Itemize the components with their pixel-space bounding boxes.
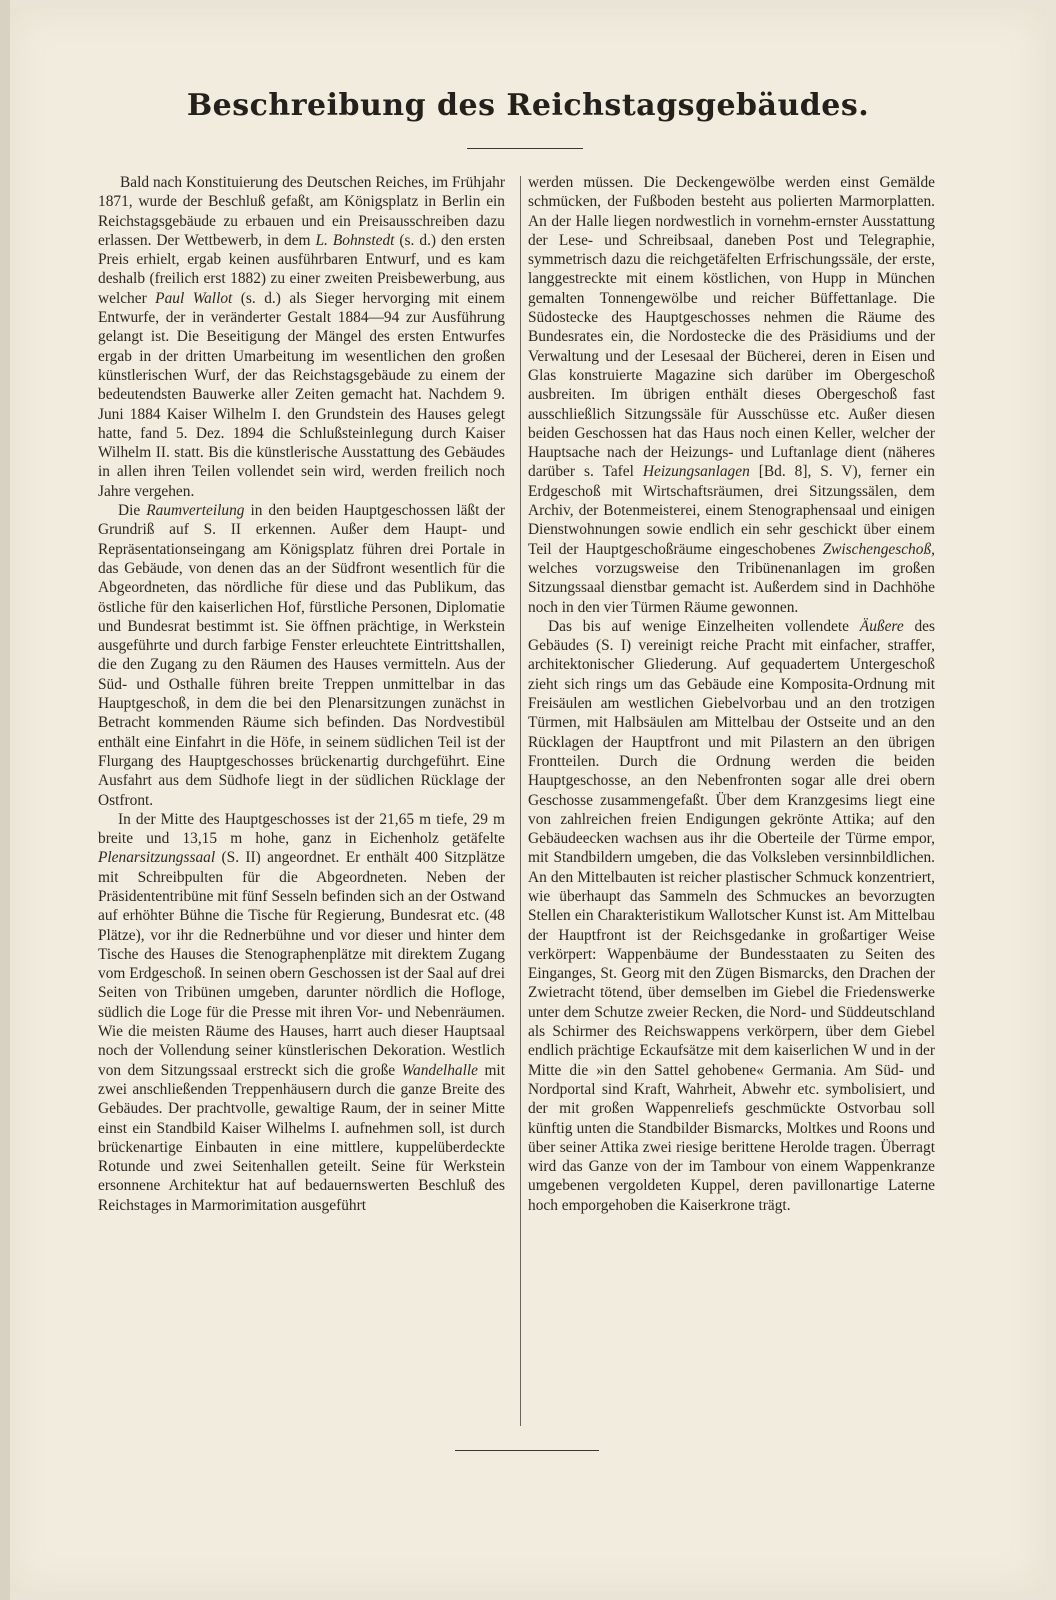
text-run: werden müssen. Die Deckengewölbe werden einst Gemälde schmücken, der Fußboden besteht aus polierten Marmorplatten. An der Halle liegen nordwestlich in vornehm-ernster Ausstattung der Lese- und Schreibsaal, daneben Post und Telegraphie, symmetrisch dazu die reichgetäfelten Erfrischungssäle, der erste, langgestreckte mit einem köstlichen, von Hupp in München gemalten Tonnengewölbe und reicher Büffettanlage. Die Südostecke des Hauptgeschosses nehmen die Räume des Bundesrates ein, die Nordostecke die des Präsidiums und der Verwaltung und der Lesesaal der Bücherei, deren in Eisen und Glas konstruierte Magazine sich darüber im Obergeschoß ausbreiten. Im übrigen enthält dieses Obergeschoß fast ausschließlich Sitzungssäle für Ausschüsse etc. Außer diesen beiden Geschossen hat das Haus noch einen Keller, welcher der Hauptsache nach der Heizungs- und Luftanlage dient (näheres darüber s. Tafel [528,174,935,481]
term-raumverteilung: Raumverteilung [146,502,245,520]
paragraph-exterior [528,617,935,1215]
column-divider [520,176,521,1426]
paragraph-room-layout [98,501,505,810]
term-zwischengeschoss: Zwischengeschoß, [822,540,935,558]
text-run: in den beiden Hauptgeschossen läßt der Grundriß auf S. II erkennen. Außer dem Haupt- und Repräsentationseingang am Königsplatz führen drei Portale in das Gebäude, von denen das an der Südfront wesentlich für die Abgeordneten, das nördliche für diese und das Publikum, das östliche für den kaiserlichen Hof, fürstliche Personen, Diplomatie und Bundesrat bestimmt ist. Sie öffnen prächtige, in Werkstein ausgeführte und durch farbige Fenster erleuchtete Eintrittshallen, die den Zugang zu den Räumen des Hauses vermitteln. Aus der Süd- und Osthalle führen breite Treppen unmittelbar in das Hauptgeschoß, in dem die bei den Plenarsitzungen zunächst in Betracht kommenden Räume sich befinden. Das Nordvestibül enthält eine Einfahrt in die Höfe, in seinem südlichen Teil ist der Flurgang des Hauptgeschosses brückenartig durchgeführt. Eine Ausfahrt aus dem Südhofe liegt in der südlichen Rücklage der Ostfront. [98,502,506,809]
text-run: welches vorzugsweise den Tribünenanlagen im großen Sitzungssaal dienstbar gemacht ist. Außerdem sind in Dachhöhe noch in den vier Türmen Räume gewonnen. [528,559,935,616]
text-run: (s. d.) als Sieger hervorging mit einem Entwurfe, der in veränderter Gestalt 1884—94 zur Ausführung gelangt ist. Die Beseitigung der Mängel des ersten Entwurfes ergab in der dritten Umarbeitung im wesentlichen den großen künstlerischen Wurf, der das Reichstagsgebäude zu einem der bedeutendsten Bauwerke aller Zeiten gemacht hat. Nachdem 9. Juni 1884 Kaiser Wilhelm I. den Grundstein des Hauses gelegt hatte, fand 5. Dez. 1894 die Schlußsteinlegung durch Kaiser Wilhelm II. statt. Bis die künstlerische Ausstattung des Gebäudes in allen ihren Teilen vollendet sein wird, werden freilich noch Jahre vergehen. [98,289,505,500]
text-run: In der Mitte des Hauptgeschosses ist der 21,65 m tiefe, 29 m breite und 13,15 m hohe, ganz in Eichenholz getäfelte [98,810,505,848]
person-wallot: Paul Wallot [155,289,233,307]
document-page [10,8,1046,1592]
term-plenarsitzungssaal: Plenarsitzungssaal [98,849,216,867]
person-bohnstedt: L. Bohnstedt [315,231,395,249]
text-run: (s. d.) den ersten Preis erhielt, ergab keinen ausführbaren Entwurf, und es kam deshalb (freilich erst 1882) zu einer zweiten Preisbewerbung, aus welcher [98,231,506,307]
text-run: [Bd. 8], S. V), ferner ein Erdgeschoß mit Wirtschaftsräumen, drei Sitzungssälen, dem Archiv, der Botenmeisterei, einem Stenographensaal und einigen Dienstwohnungen sowie endlich ein sehr geschickt über einem Teil der Hauptgeschoßräume eingeschobenes [528,463,935,558]
end-rule [455,1450,599,1451]
text-run: (S. II) angeordnet. Er enthält 400 Sitzplätze mit Schreibpulten für die Abgeordneten. Neben der Präsidententribüne mit fünf Sesseln befinden sich an der Ostwand auf erhöhter Bühne die Tische für Regierung, Bundesrat etc. (48 Plätze), vor ihr die Rednerbühne und vor dieser und hinter dem Tische des Hauses die Stenographenplätze mit direktem Zugang vom Erdgeschoß. In seinen obern Geschossen ist der Saal auf drei Seiten von Tribünen umgeben, darunter nördlich die Hofloge, südlich die Loge für die Presse mit ihren Vor- und Nebenräumen. Wie die meisten Räume des Hauses, harrt auch dieser Hauptsaal noch der Vollendung seiner künstlerischen Dekoration. Westlich von dem Sitzungssaal erstreckt sich die große [98,849,505,1079]
title-rule [467,148,583,149]
text-run: Bald nach Konstituierung des Deutschen Reiches, im Frühjahr 1871, wurde der Beschluß gefaßt, am Königsplatz in Berlin ein Reichstagsgebäude zu erbauen und ein Preisausschreiben dazu erlassen. Der Wettbewerb, in dem [98,174,505,249]
text-run: Die [118,502,147,520]
paragraph-plenary-hall [98,810,505,1215]
term-aeussere: Äußere [859,617,904,635]
right-column [528,173,935,1215]
text-run: Das bis auf wenige Einzelheiten vollendete [548,617,860,635]
text-run: mit zwei anschließenden Treppenhäusern durch die ganze Breite des Gebäudes. Der prachtvolle, gewaltige Raum, der in seiner Mitte einst ein Standbild Kaiser Wilhelms I. aufnehmen soll, ist durch brückenartige Einbauten in eine mittlere, kuppelüberdeckte Rotunde und zwei Seitenhallen geteilt. Seine für Werkstein ersonnene Architektur hat auf bedauernswerten Beschluß des Reichstages in Marmorimitation ausgeführt [98,1061,505,1214]
left-column [98,173,505,1215]
paragraph-history [98,173,505,501]
term-heizungsanlagen: Heizungsanlagen [642,463,750,481]
page-title: Beschreibung des Reichstagsgebäudes. [186,88,870,123]
page-left-margin [0,0,10,1600]
term-wandelhalle: Wandelhalle [401,1061,478,1079]
paragraph-halls-continued [528,173,935,617]
text-run: des Gebäudes (S. I) vereinigt reiche Pracht mit einfacher, straffer, architektonischer Gliederung. Auf gequadertem Untergeschoß zieht sich rings um das Gebäude eine Komposita-Ordnung mit Freisäulen am westlichen Giebelvorbau und an den trotzigen Türmen, mit Halbsäulen am Mittelbau der Ostseite und an den Rücklagen der Hauptfront und mit Pilastern an den übrigen Frontteilen. Durch die Ordnung werden die beiden Hauptgeschosse, an den Nebenfronten sogar alle drei obern Geschosse zusammengefaßt. Über dem Kranzgesims liegt eine von zahlreichen freien Endigungen gekrönte Attika; auf den Gebäudeecken wachsen aus ihr die Oberteile der Türme empor, mit Standbildern umgeben, die das Volksleben versinnbildlichen. An den Mittelbauten ist reicher plastischer Schmuck konzentriert, wie überhaupt das Sammeln des Schmuckes an bevorzugten Stellen ein Charakteristikum Wallotscher Kunst ist. Am Mittelbau der Hauptfront ist der Reichsgedanke in großartiger Weise verkörpert: Wappenbäume der Bundesstaaten zu Seiten des Einganges, St. Georg mit den Zügen Bismarcks, den Drachen der Zwietracht tötend, über demselben im Giebel die Friedenswerke unter dem Schutze zweier Recken, die Nord- und Süddeutschland als Schirmer des Reichswappens verkörpern, über dem Giebel endlich prächtige Eckaufsätze mit dem kaiserlichen W und in der Mitte die »in den Sattel gehobene« Germania. Am Süd- und Nordportal sind Kraft, Wahrheit, Abwehr etc. symbolisiert, und der mit großen Wappenreliefs geschmückte Ostvorbau soll künftig unten die Standbilder Bismarcks, Moltkes und Roons und über seiner Attika zwei riesige berittene Herolde tragen. Überragt wird das Ganze von der im Tambour von einem Wappenkranze umgebenen vergoldeten Kuppel, deren pavillonartige Laterne hoch emporgehoben die Kaiserkrone trägt. [528,617,935,1214]
